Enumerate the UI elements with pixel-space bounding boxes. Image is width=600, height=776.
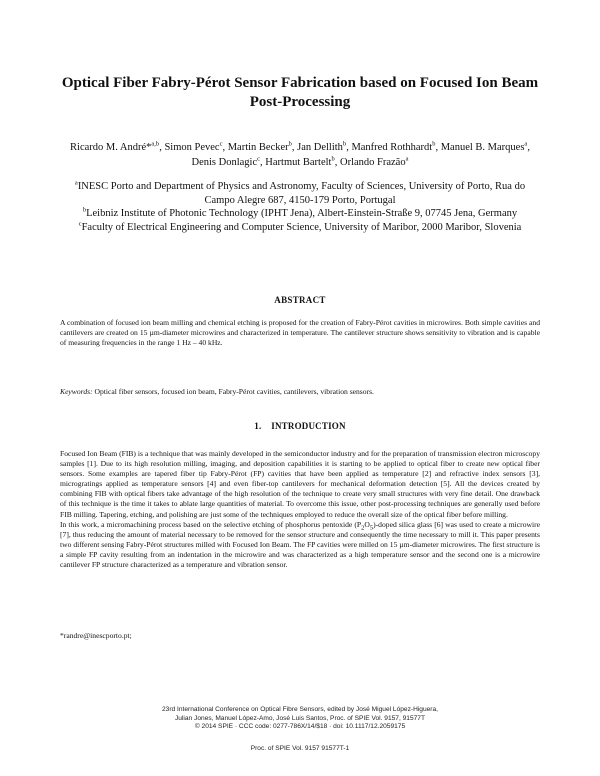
- author: Orlando Frazão$^a$: [339, 155, 409, 168]
- citation-line: Julian Jones, Manuel López-Amo, José Luis Santos, Proc. of SPIE Vol. 9157, 91577T: [175, 714, 425, 722]
- author: Ricardo M. André*$^{a,b}$,: [70, 140, 165, 153]
- author: Martin Becker$^b$,: [227, 140, 298, 153]
- affiliation: $^a$INESC Porto and Department of Physics and Astronomy, Faculty of Sciences, University of Porto, Rua do Campo Alegre 687, 4150-179 Porto, Portugal: [74, 179, 526, 206]
- conference-citation: [90, 706, 510, 732]
- footnote-email: *randre@inescporto.pt;: [60, 631, 132, 640]
- keywords-label: Keywords:: [60, 387, 93, 396]
- citation-line: © 2014 SPIE · CCC code: 0277-786X/14/$18 · doi: 10.1117/12.2059175: [194, 723, 406, 731]
- abstract-text: A combination of focused ion beam milling and chemical etching is proposed for the creation of Fabry-Pérot cavities in microwires. Both simple cavities and cantilevers are created on 15 µm-diameter microwires and characterized in temperature. The cantilever structure shows sensitivity to vibration and is capable of measuring frequencies in the range 1 Hz – 40 kHz.: [60, 318, 540, 348]
- keywords-text: Optical fiber sensors, focused ion beam, Fabry-Pérot cavities, cantilevers, vibration sensors.: [94, 387, 374, 396]
- author: Hartmut Bartelt$^b$,: [265, 155, 340, 168]
- paragraph: Focused Ion Beam (FIB) is a technique that was mainly developed in the semiconductor industry and for the preparation of transmission electron microscopy samples [1]. Due to its high resolution milling, imaging, and deposition capabilities it is starting to be applied to optical fiber to create new optical fiber sensors. Some examples are tapered fiber tip Fabry-Pérot (FP) cavities that have been applied as temperature [2] and refractive index sensors [3], microgratings applied as temperature sensors [4] and even fiber-top cantilevers for mechanical deformation detection [5]. All the devices created by combining FIB with optical fibers take advantage of the high resolution of the technique to create very small structures with very fine detail. One drawback of this technique is the time it takes to ablate large quantities of material. To overcome this issue, other post-processing techniques are generally used before FIB milling. Tapering, etching, and polishing are just some of the techniques employed to reduce the overall size of the optical fiber before milling.: [60, 449, 540, 519]
- affiliation: $^b$Leibniz Institute of Photonic Technology (IPHT Jena), Albert-Einstein-Straße 9, 07745 Jena, Germany: [82, 206, 518, 220]
- section-heading: [60, 421, 540, 431]
- paragraph: In this work, a micromachining process based on the selective etching of phosphorus pentoxide $(P_2O_5)$-doped silica glass [6] was used to create a microwire [7], thus reducing the amount of material necessary to be removed for the sensor structure and consequently the time necessary to mill it. This paper presents two different sensing Fabry-Pérot structures milled with Focused Ion Beam. The FP cavities were milled on 15 µm-diameter microwires. The first structure is a simple FP cavity resulting from an indentation in the microwire and was characterized as a high temperature sensor and the second one is a microwire cantilever FP structure characterized as a temperature and vibration sensor.: [60, 519, 540, 570]
- citation-line: 23rd International Conference on Optical Fibre Sensors, edited by José Miguel López-Higuera,: [162, 706, 438, 713]
- author: Simon Pevec$^c$,: [164, 140, 228, 153]
- section-number: 1.: [254, 421, 262, 431]
- keywords: [60, 387, 540, 397]
- author: Manfred Rothhardt$^b$,: [351, 140, 441, 153]
- author: Manuel B. Marques$^a$,: [440, 140, 530, 153]
- abstract-heading: ABSTRACT: [274, 295, 326, 305]
- author-list: [60, 141, 540, 170]
- author: Denis Donlagic$^c$,: [191, 155, 266, 168]
- section-title: INTRODUCTION: [271, 421, 346, 431]
- author: Jan Dellith$^b$,: [297, 140, 352, 153]
- page-number: Proc. of SPIE Vol. 9157 91577T-1: [250, 745, 350, 752]
- paper-title: Optical Fiber Fabry-Pérot Sensor Fabrication based on Focused Ion Beam Post-Processing: [61, 75, 539, 110]
- affiliation-list: [68, 180, 532, 234]
- introduction-body: [60, 449, 540, 570]
- affiliation: $^c$Faculty of Electrical Engineering and Computer Science, University of Maribor, 2000 Maribor, Slovenia: [78, 220, 522, 233]
